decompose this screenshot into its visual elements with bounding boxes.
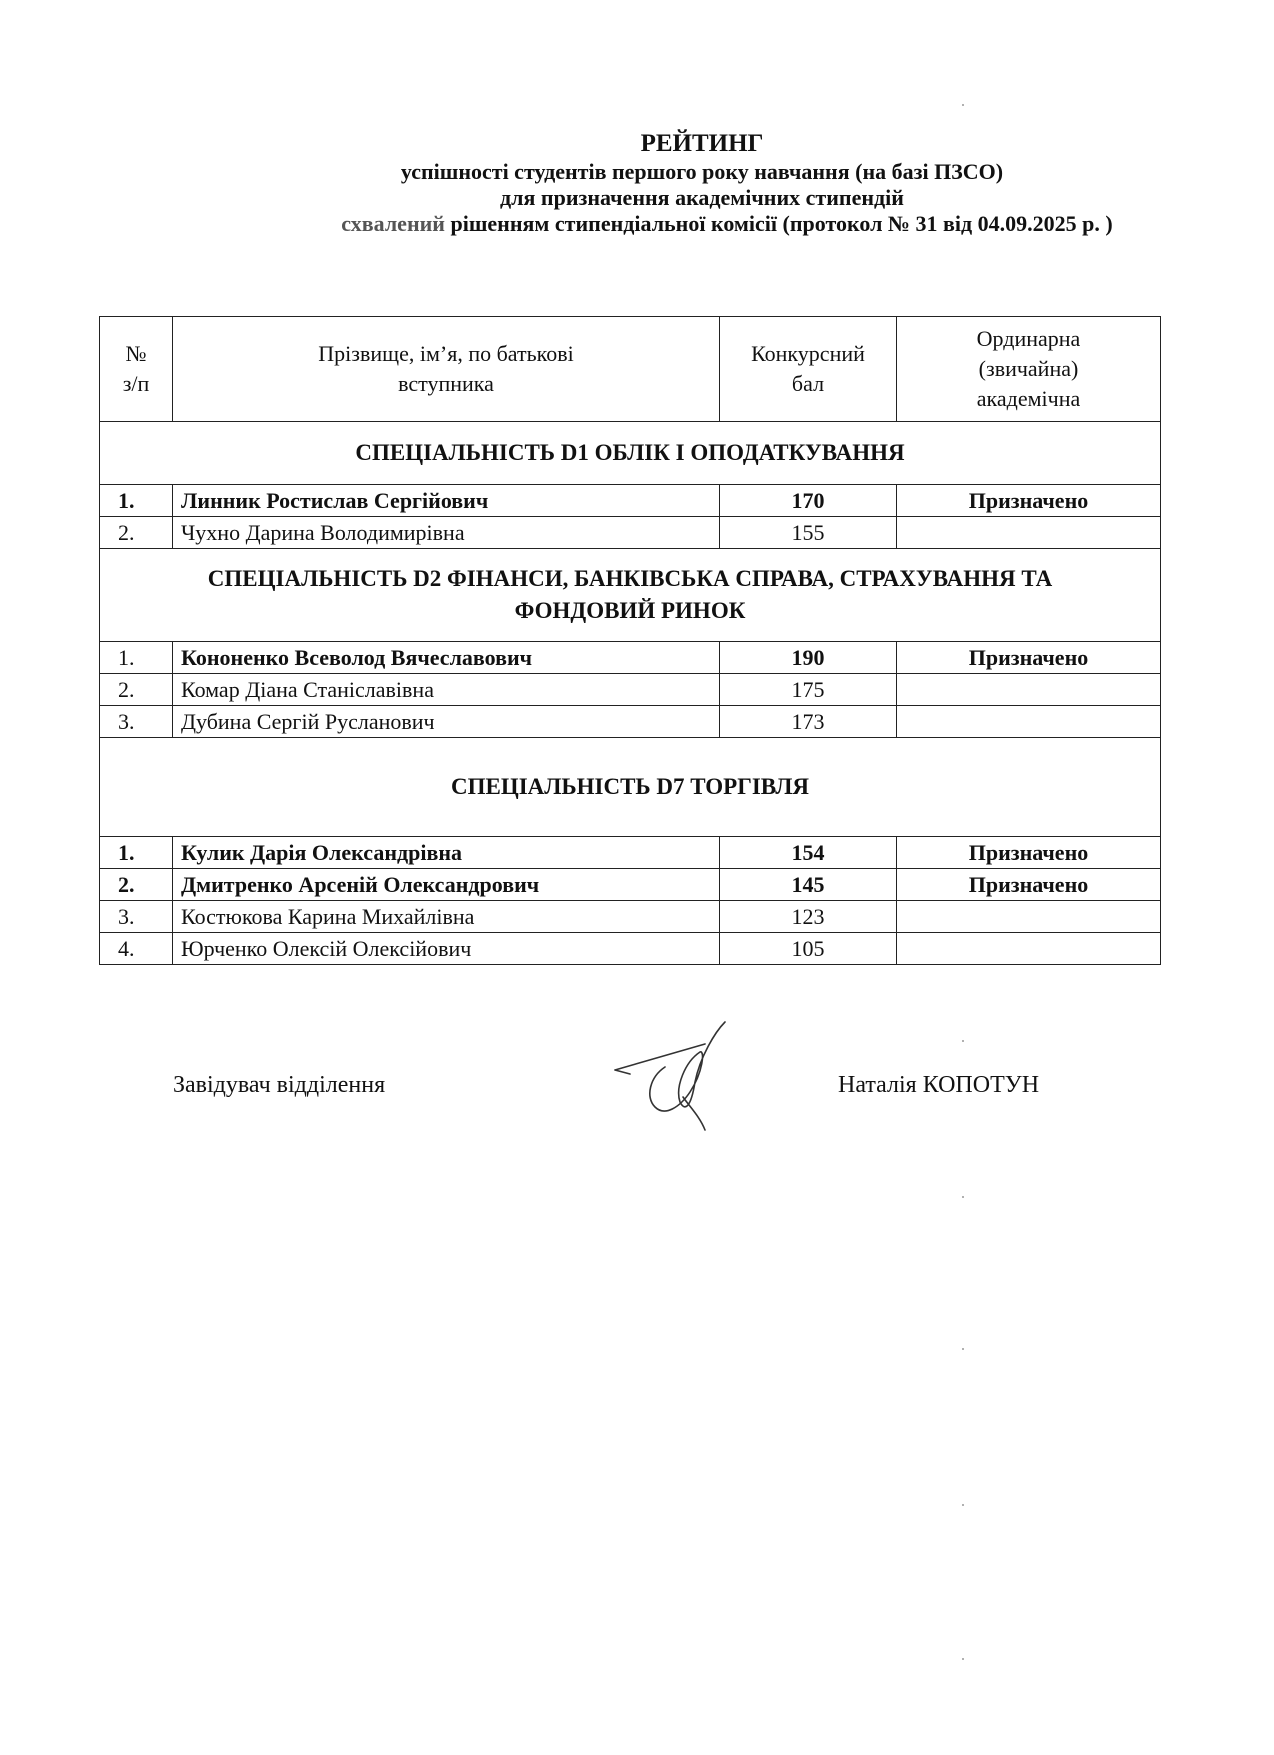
table-row xyxy=(100,706,1161,738)
row-number: 1. xyxy=(100,642,173,674)
student-score: 154 xyxy=(720,837,897,869)
table-row xyxy=(100,869,1161,901)
row-number: 2. xyxy=(100,517,173,549)
subtitle-line-3 xyxy=(0,211,1274,237)
column-header-number: № з/п xyxy=(100,317,173,422)
student-name: Чухно Дарина Володимирівна xyxy=(173,517,720,549)
row-number: 3. xyxy=(100,901,173,933)
document-header xyxy=(0,128,1274,237)
student-name: Кононенко Всеволод Вячеславович xyxy=(173,642,720,674)
section-title: СПЕЦІАЛЬНІСТЬ D7 ТОРГІВЛЯ xyxy=(100,738,1161,837)
stipend-status: Призначено xyxy=(897,837,1161,869)
table-row xyxy=(100,837,1161,869)
scan-speck xyxy=(962,104,964,106)
stipend-status: Призначено xyxy=(897,642,1161,674)
student-score: 123 xyxy=(720,901,897,933)
table-row xyxy=(100,933,1161,965)
column-header-name: Прізвище, ім’я, по батькові вступника xyxy=(173,317,720,422)
subtitle-line-2: для призначення академічних стипендій xyxy=(500,185,904,210)
student-score: 145 xyxy=(720,869,897,901)
student-score: 173 xyxy=(720,706,897,738)
scan-speck xyxy=(962,1196,964,1198)
scan-speck xyxy=(962,1504,964,1506)
row-number: 1. xyxy=(100,485,173,517)
student-score: 175 xyxy=(720,674,897,706)
student-name: Дмитренко Арсеній Олександрович xyxy=(173,869,720,901)
approved-word: схвалений xyxy=(341,211,445,236)
row-number: 2. xyxy=(100,674,173,706)
stipend-status xyxy=(897,901,1161,933)
scan-speck xyxy=(962,1040,964,1042)
column-header-score: Конкурсний бал xyxy=(720,317,897,422)
student-name: Комар Діана Станіславівна xyxy=(173,674,720,706)
student-score: 155 xyxy=(720,517,897,549)
document-title: РЕЙТИНГ xyxy=(640,130,764,157)
student-name: Кулик Дарія Олександрівна xyxy=(173,837,720,869)
table-header-row xyxy=(100,317,1161,422)
row-number: 3. xyxy=(100,706,173,738)
table-row xyxy=(100,642,1161,674)
section-title: СПЕЦІАЛЬНІСТЬ D2 ФІНАНСИ, БАНКІВСЬКА СПРАВА, СТРАХУВАННЯ ТА ФОНДОВИЙ РИНОК xyxy=(100,549,1161,642)
section-header-d1 xyxy=(100,422,1161,485)
table-row xyxy=(100,901,1161,933)
table-row xyxy=(100,517,1161,549)
protocol-text: рішенням стипендіальної комісії (протокол № 31 від 04.09.2025 р. ) xyxy=(444,211,1113,236)
column-header-stipend: Ординарна (звичайна) академічна xyxy=(897,317,1161,422)
stipend-status: Призначено xyxy=(897,869,1161,901)
row-number: 4. xyxy=(100,933,173,965)
student-name: Юрченко Олексій Олексійович xyxy=(173,933,720,965)
student-score: 105 xyxy=(720,933,897,965)
handwritten-signature-icon xyxy=(605,1012,735,1147)
student-name: Линник Ростислав Сергійович xyxy=(173,485,720,517)
table-row xyxy=(100,485,1161,517)
student-name: Дубина Сергій Русланович xyxy=(173,706,720,738)
stipend-status xyxy=(897,933,1161,965)
signatory-name: Наталія КОПОТУН xyxy=(838,1072,1040,1098)
student-score: 170 xyxy=(720,485,897,517)
section-title: СПЕЦІАЛЬНІСТЬ D1 ОБЛІК І ОПОДАТКУВАННЯ xyxy=(100,422,1161,485)
student-score: 190 xyxy=(720,642,897,674)
stipend-status: Призначено xyxy=(897,485,1161,517)
scan-speck xyxy=(962,1658,964,1660)
stipend-status xyxy=(897,706,1161,738)
row-number: 1. xyxy=(100,837,173,869)
table-row xyxy=(100,674,1161,706)
signatory-position: Завідувач відділення xyxy=(173,1072,386,1098)
stipend-status xyxy=(897,517,1161,549)
subtitle-line-1: успішності студентів першого року навчання (на базі ПЗСО) xyxy=(400,159,1004,184)
stipend-status xyxy=(897,674,1161,706)
section-header-d7 xyxy=(100,738,1161,837)
student-name: Костюкова Карина Михайлівна xyxy=(173,901,720,933)
section-header-d2 xyxy=(100,549,1161,642)
row-number: 2. xyxy=(100,869,173,901)
rating-table xyxy=(99,316,1161,965)
scan-speck xyxy=(962,1348,964,1350)
